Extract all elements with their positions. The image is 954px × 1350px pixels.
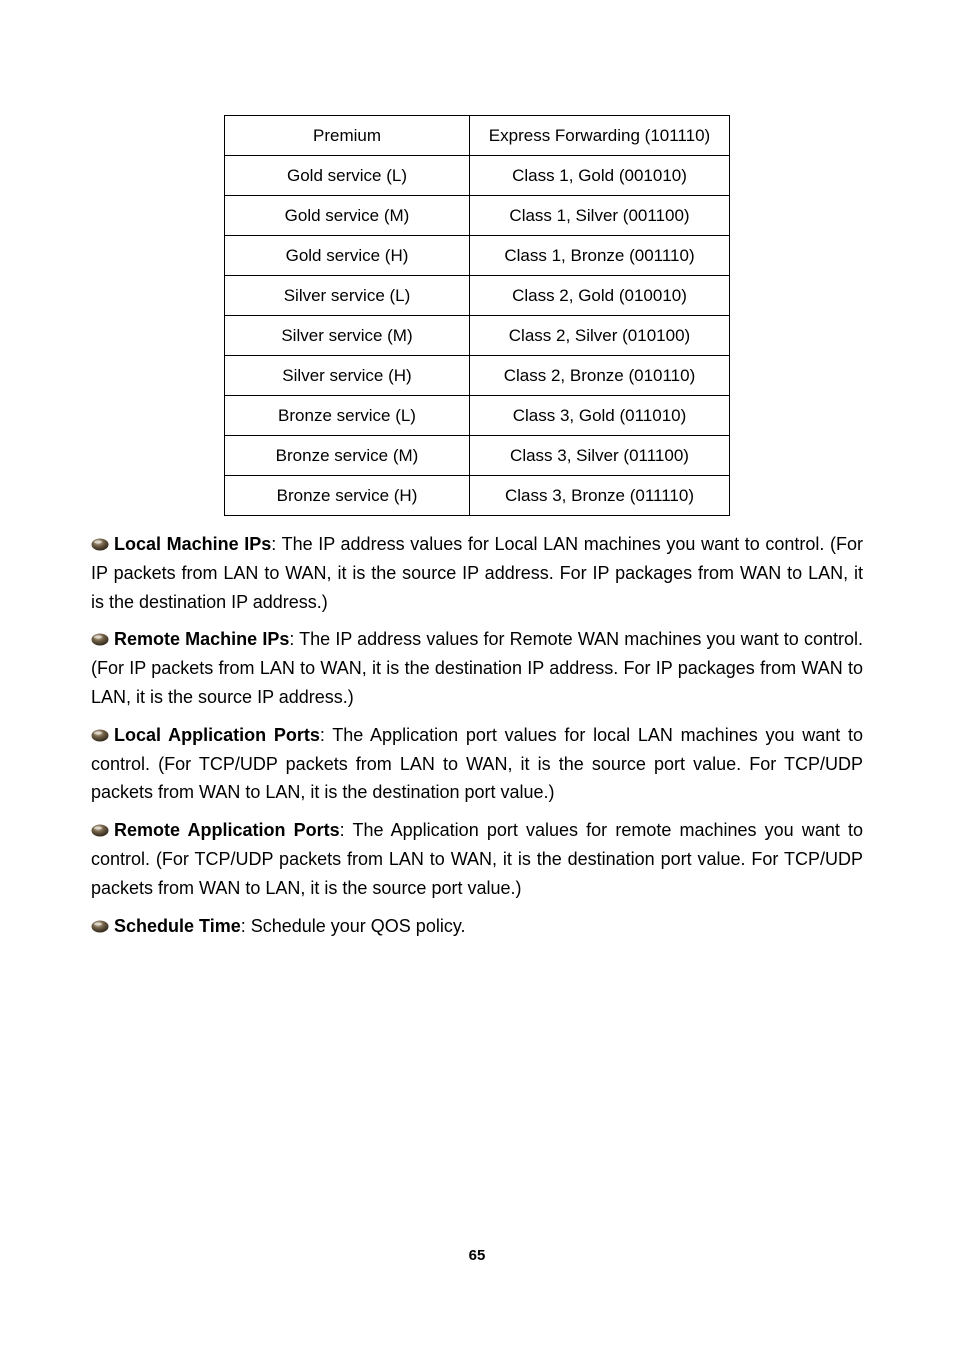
term-description: : The Application port values for local LAN machines you want to control. (For TCP/UDP packets from LAN to WAN, it is the source port value. For TCP/UDP packets from WAN to LAN, it is the destination port value.) <box>91 724 864 803</box>
dscp-cell: Class 2, Bronze (010110) <box>470 356 730 396</box>
term-label: Local Application Ports <box>114 724 320 745</box>
mapping-table-body <box>225 116 730 516</box>
service-cell: Silver service (H) <box>225 356 470 396</box>
service-cell: Gold service (M) <box>225 196 470 236</box>
field-descriptions <box>91 530 863 949</box>
term-description: : Schedule your QOS policy. <box>240 915 466 936</box>
bullet-icon <box>91 538 109 551</box>
description-item <box>91 912 863 941</box>
bullet-icon <box>91 920 109 933</box>
service-dscp-mapping-table <box>224 115 730 516</box>
service-cell: Silver service (M) <box>225 316 470 356</box>
service-cell: Premium <box>225 116 470 156</box>
service-cell: Bronze service (M) <box>225 436 470 476</box>
service-cell: Bronze service (L) <box>225 396 470 436</box>
bullet-icon <box>91 729 109 742</box>
bullet-icon <box>91 633 109 646</box>
description-item <box>91 721 863 807</box>
table-row <box>225 156 730 196</box>
table-row <box>225 116 730 156</box>
service-cell: Gold service (H) <box>225 236 470 276</box>
table-row <box>225 396 730 436</box>
dscp-cell: Express Forwarding (101110) <box>470 116 730 156</box>
term-description: : The Application port values for remote machines you want to control. (For TCP/UDP packets from LAN to WAN, it is the destination port value. For TCP/UDP packets from WAN to LAN, it is the source port value.) <box>91 820 864 898</box>
table-row <box>225 196 730 236</box>
dscp-cell: Class 2, Gold (010010) <box>470 276 730 316</box>
term-label: Remote Application Ports <box>114 820 340 841</box>
table-row <box>225 236 730 276</box>
page-number: 65 <box>468 1247 486 1264</box>
service-cell: Silver service (L) <box>225 276 470 316</box>
term-description: : The IP address values for Local LAN machines you want to control. (For IP packets from LAN to WAN, it is the source IP address. For IP packages from WAN to LAN, it is the destination IP address.) <box>91 534 863 612</box>
term-description: : The IP address values for Remote WAN machines you want to control. (For IP packets from LAN to WAN, it is the destination IP address. For IP packages from WAN to LAN, it is the source IP address.) <box>91 629 863 707</box>
description-item <box>91 625 863 711</box>
dscp-cell: Class 2, Silver (010100) <box>470 316 730 356</box>
term-label: Local Machine IPs <box>114 534 272 554</box>
dscp-cell: Class 1, Silver (001100) <box>470 196 730 236</box>
description-item <box>91 530 863 616</box>
dscp-cell: Class 3, Bronze (011110) <box>470 476 730 516</box>
table-row <box>225 276 730 316</box>
table-row <box>225 476 730 516</box>
dscp-cell: Class 3, Gold (011010) <box>470 396 730 436</box>
table-row <box>225 316 730 356</box>
service-cell: Bronze service (H) <box>225 476 470 516</box>
bullet-icon <box>91 824 109 837</box>
dscp-cell: Class 1, Bronze (001110) <box>470 236 730 276</box>
dscp-cell: Class 1, Gold (001010) <box>470 156 730 196</box>
term-label: Schedule Time <box>114 915 241 936</box>
dscp-cell: Class 3, Silver (011100) <box>470 436 730 476</box>
table-row <box>225 436 730 476</box>
table-row <box>225 356 730 396</box>
term-label: Remote Machine IPs <box>114 629 290 650</box>
description-item <box>91 816 863 902</box>
service-cell: Gold service (L) <box>225 156 470 196</box>
